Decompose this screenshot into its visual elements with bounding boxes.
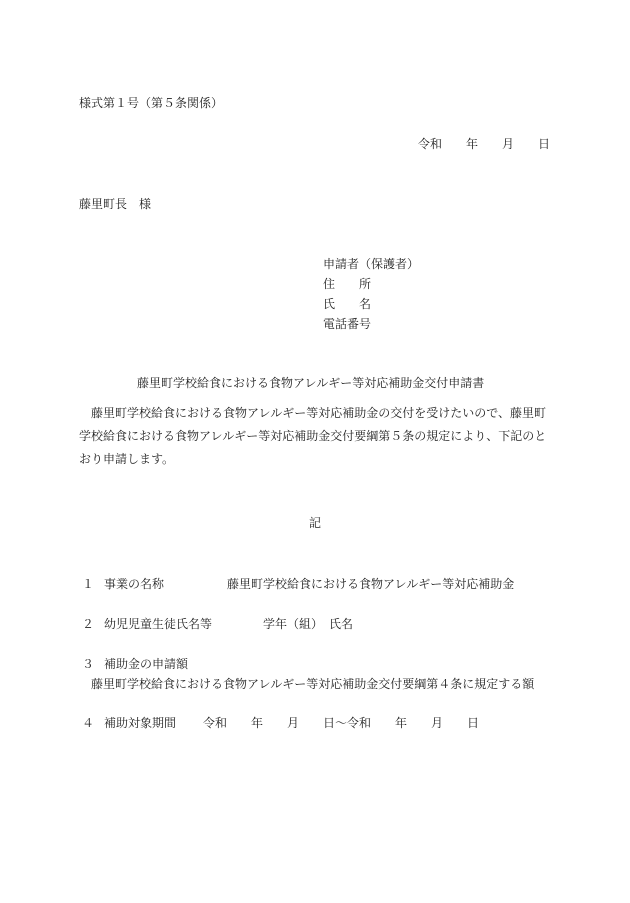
addressee: 藤里町長 様 [79,197,152,211]
phone-label: 電話番号 [323,317,372,331]
date-line: 令和 年 月 日 [417,137,550,151]
item-label: 幼児児童生徒氏名等 [104,617,213,631]
item-value: 令和 年 月 日～令和 年 月 日 [203,716,480,730]
address-label: 住 所 [323,277,372,291]
item-label: 事業の名称 [104,577,165,591]
item-number: ２ [82,617,95,631]
item-number: ３ [82,657,95,671]
item-number: １ [82,577,95,591]
item-value: 藤里町学校給食における食物アレルギー等対応補助金交付要綱第４条に規定する額 [91,677,535,691]
item-label: 補助対象期間 [104,716,177,730]
form-number: 様式第１号（第５条関係） [79,96,224,110]
body-paragraph [79,402,555,471]
ki-heading: 記 [309,516,322,530]
document-title: 藤里町学校給食における食物アレルギー等対応補助金交付申請書 [137,376,485,390]
body-line: 学校給食における食物アレルギー等対応補助金交付要綱第５条の規定により、下記のと [79,429,547,443]
body-line: 藤里町学校給食における食物アレルギー等対応補助金の交付を受けたいので、藤里町 [79,406,546,420]
item-number: ４ [82,716,95,730]
item-label: 補助金の申請額 [104,657,189,671]
name-label: 氏 名 [323,297,372,311]
body-line: おり申請します。 [79,452,175,466]
applicant-label: 申請者（保護者） [323,257,420,271]
item-value: 学年（組） 氏名 [263,617,354,631]
item-value: 藤里町学校給食における食物アレルギー等対応補助金 [227,577,515,591]
